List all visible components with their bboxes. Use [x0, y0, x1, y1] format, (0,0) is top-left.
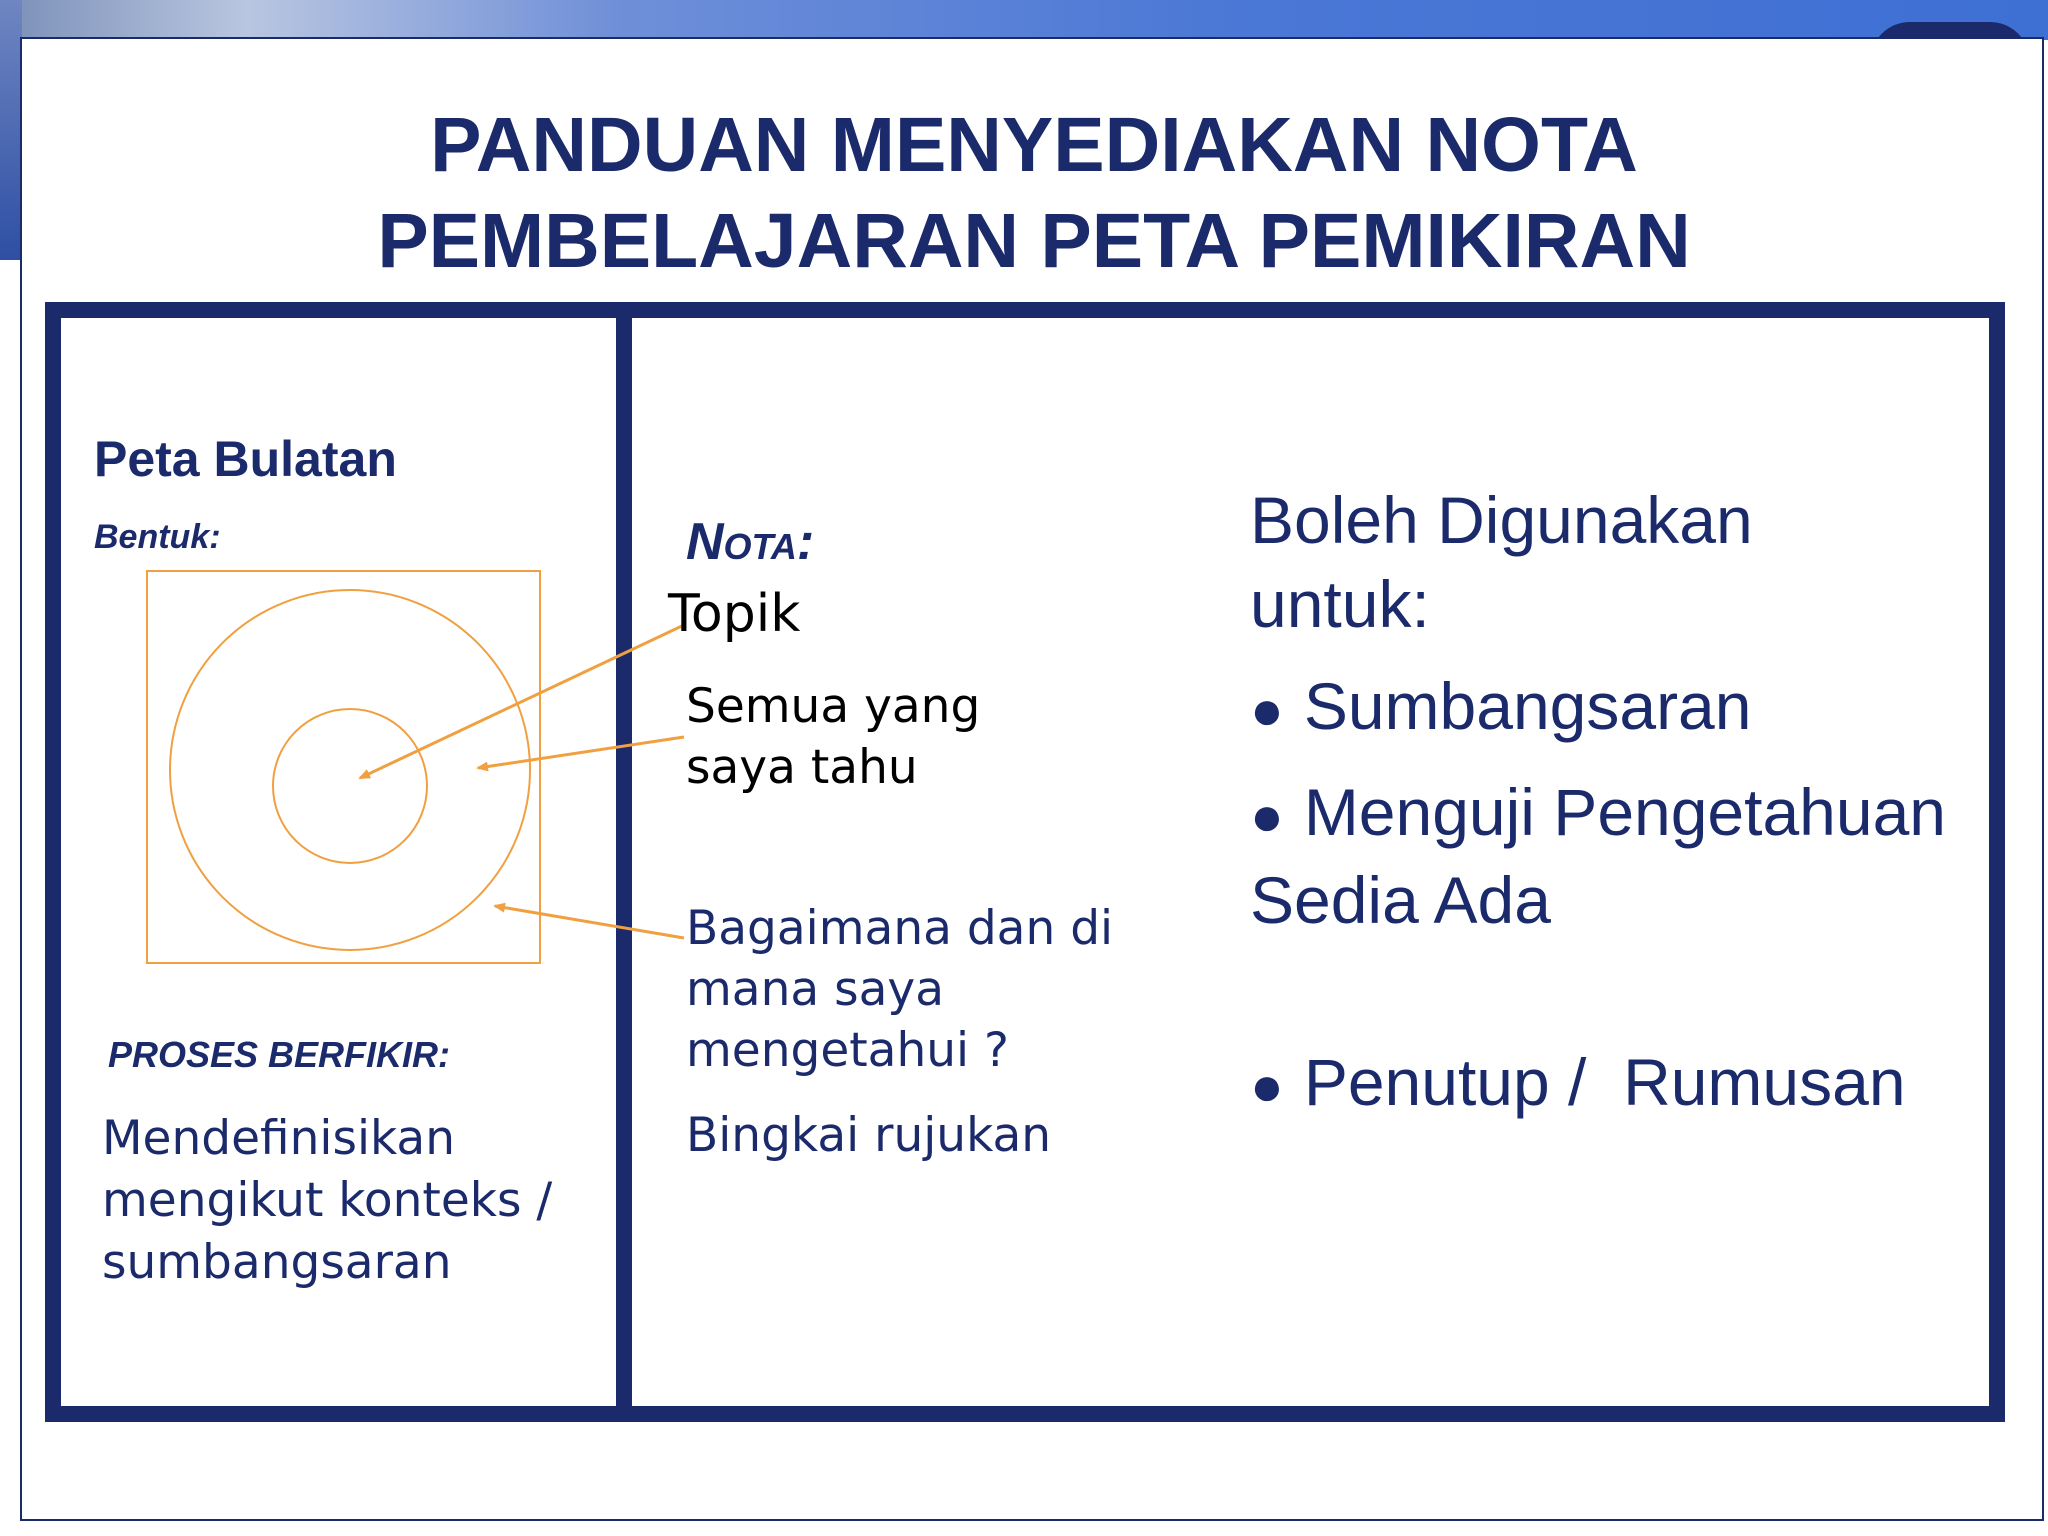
- thinking-process-label: PROSES BERFIKIR:: [108, 1034, 451, 1075]
- inner-circle: [273, 709, 427, 863]
- use-bullet-label: Sumbangsaran: [1303, 669, 1752, 743]
- uses-heading: Boleh Digunakan untuk:: [1250, 483, 1753, 641]
- note-what-i-know: Semua yang saya tahu: [686, 679, 981, 795]
- use-bullet-prior-knowledge: [1250, 770, 2010, 942]
- use-bullet-brainstorm: [1250, 664, 2010, 752]
- frame-arrow: [495, 906, 684, 938]
- bullet-dot-icon: ●: [1250, 678, 1284, 741]
- note-how-i-know: Bagaimana dan di mana saya mengetahui ?: [686, 901, 1114, 1078]
- use-bullet-label: Penutup / Rumusan: [1303, 1045, 1906, 1119]
- outer-circle: [170, 590, 530, 950]
- known-arrow: [478, 737, 684, 768]
- title-line-1: PANDUAN MENYEDIAKAN NOTA: [430, 102, 1638, 188]
- map-name: Peta Bulatan: [94, 431, 397, 487]
- bullet-dot-icon: ●: [1250, 1054, 1284, 1117]
- thinking-process-text: Mendefinisikan mengikut konteks / sumbangsaran: [102, 1111, 553, 1290]
- topic-arrow: [360, 625, 684, 778]
- note-topic: Topik: [668, 584, 801, 644]
- shape-label: Bentuk:: [94, 518, 221, 556]
- use-bullet-closing: [1250, 1040, 2010, 1128]
- note-frame-of-reference: Bingkai rujukan: [686, 1108, 1052, 1163]
- use-bullet-label: Menguji Pengetahuan Sedia Ada: [1250, 775, 1947, 937]
- notes-heading: Nota:: [686, 513, 815, 571]
- bullet-dot-icon: ●: [1250, 784, 1284, 847]
- title-line-2: PEMBELAJARAN PETA PEMIKIRAN: [377, 198, 1691, 284]
